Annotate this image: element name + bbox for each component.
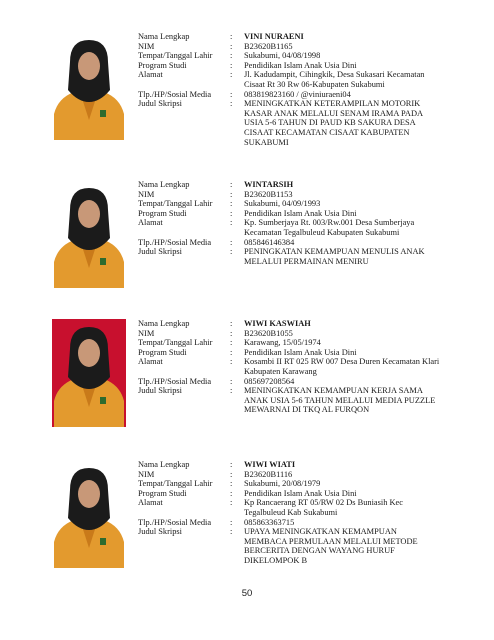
field-value-name: WIWI KASWIAH <box>244 319 311 328</box>
badge <box>100 538 106 545</box>
face <box>78 200 100 228</box>
field-separator: : <box>230 517 233 527</box>
info-row-nim <box>138 470 472 480</box>
field-value-address <box>244 498 472 517</box>
value-line: USIA 5-6 TAHUN DI PAUD KB SAKURA DESA <box>244 118 416 128</box>
student-photo <box>52 32 126 140</box>
student-info <box>138 319 472 415</box>
field-label: Nama Lengkap <box>138 460 190 469</box>
field-value-birth: Sukabumi, 04/08/1998 <box>244 51 321 61</box>
field-separator: : <box>230 237 233 247</box>
value-line: Kecamatan Tegalbuleud Kabupaten Sukabumi <box>244 227 400 237</box>
value-line: Cisaat Rt 30 Rw 06-Kabupaten Sukabumi <box>244 79 385 89</box>
field-label: Judul Skripsi <box>138 386 182 396</box>
info-row-name <box>138 460 472 470</box>
field-separator: : <box>230 208 233 218</box>
field-value-contact: 085863363715 <box>244 517 295 527</box>
value-line: BERCERITA DENGAN WAYANG HURUF <box>244 546 395 556</box>
field-value-nim: B23620B1116 <box>244 469 293 479</box>
portrait-photo <box>52 319 126 427</box>
field-value-thesis <box>244 527 472 565</box>
face <box>78 339 100 367</box>
field-separator: : <box>230 469 233 479</box>
field-label: Tlp./HP/Sosial Media <box>138 89 212 99</box>
info-row-thesis <box>138 99 472 147</box>
value-line: Tegalbuleud Kab Sukabumi <box>244 507 338 517</box>
info-row-thesis <box>138 527 472 565</box>
field-label: NIM <box>138 189 155 199</box>
field-label: Tempat/Tanggal Lahir <box>138 338 213 348</box>
field-separator: : <box>230 189 233 199</box>
field-label: Judul Skripsi <box>138 247 182 257</box>
info-row-thesis <box>138 386 472 415</box>
info-row-birth <box>138 51 472 61</box>
info-row-address <box>138 218 472 237</box>
student-info <box>138 460 472 566</box>
info-row-birth <box>138 338 472 348</box>
value-line: DIKELOMPOK B <box>244 555 308 565</box>
field-separator: : <box>230 32 233 41</box>
info-row-nim <box>138 42 472 52</box>
info-row-contact <box>138 377 472 387</box>
portrait-photo <box>52 32 126 140</box>
info-row-thesis <box>138 247 472 266</box>
value-line: UPAYA MENINGKATKAN KEMAMPUAN <box>244 527 397 537</box>
field-label: Judul Skripsi <box>138 99 182 109</box>
field-separator: : <box>230 247 233 257</box>
field-label: Program Studi <box>138 347 187 357</box>
field-label: Nama Lengkap <box>138 180 190 189</box>
field-separator: : <box>230 347 233 357</box>
student-info <box>138 180 472 266</box>
student-info <box>138 32 472 147</box>
field-label: NIM <box>138 41 155 51</box>
field-value-birth: Karawang, 15/05/1974 <box>244 338 321 348</box>
face <box>78 480 100 508</box>
info-row-birth <box>138 479 472 489</box>
portrait-photo <box>52 460 126 568</box>
field-label: Tempat/Tanggal Lahir <box>138 479 213 489</box>
field-value-birth: Sukabumi, 20/08/1979 <box>244 479 321 489</box>
field-separator: : <box>230 180 233 189</box>
field-label: Alamat <box>138 218 163 228</box>
value-line: MELALUI PERMAINAN MENIRU <box>244 256 369 266</box>
value-line: KASAR ANAK MELALUI SENAM IRAMA PADA <box>244 108 424 118</box>
value-line: MENINGKATKAN KETERAMPILAN MOTORIK <box>244 99 421 109</box>
info-row-program <box>138 209 472 219</box>
field-value-address <box>244 357 472 376</box>
info-row-name <box>138 32 472 42</box>
field-value-program: Pendidikan Islam Anak Usia Dini <box>244 347 357 357</box>
field-value-thesis <box>244 386 472 415</box>
field-label: Program Studi <box>138 60 187 70</box>
info-row-contact <box>138 90 472 100</box>
field-separator: : <box>230 218 233 228</box>
field-value-contact: 085846146384 <box>244 237 295 247</box>
info-row-contact <box>138 518 472 528</box>
value-line: Jl. Kadudampit, Cihingkik, Desa Sukasari Kecamatan <box>244 70 425 80</box>
portrait-photo <box>52 180 126 288</box>
field-separator: : <box>230 376 233 386</box>
info-row-address <box>138 357 472 376</box>
info-row-name <box>138 180 472 190</box>
field-separator: : <box>230 460 233 469</box>
field-separator: : <box>230 527 233 537</box>
field-value-name: WIWI WIATI <box>244 460 296 469</box>
value-line: Kosambi II RT 025 RW 007 Desa Duren Kecamatan Klari <box>244 357 440 367</box>
badge <box>100 110 106 117</box>
field-value-nim: B23620B1165 <box>244 41 293 51</box>
field-separator: : <box>230 488 233 498</box>
info-row-address <box>138 498 472 517</box>
info-row-birth <box>138 199 472 209</box>
value-line: Kp Rancaerang RT 05/RW 02 Ds Buniasih Kec <box>244 498 403 508</box>
field-separator: : <box>230 51 233 61</box>
field-label: Nama Lengkap <box>138 32 190 41</box>
field-label: NIM <box>138 469 155 479</box>
field-value-nim: B23620B1153 <box>244 189 293 199</box>
field-separator: : <box>230 199 233 209</box>
value-line: MEMBACA PERMULAAN MELALUI METODE <box>244 536 418 546</box>
badge <box>100 258 106 265</box>
field-label: Program Studi <box>138 208 187 218</box>
field-label: Alamat <box>138 498 163 508</box>
field-label: Tlp./HP/Sosial Media <box>138 517 212 527</box>
field-separator: : <box>230 328 233 338</box>
field-label: NIM <box>138 328 155 338</box>
field-value-name: VINI NURAENI <box>244 32 304 41</box>
info-row-nim <box>138 190 472 200</box>
info-row-nim <box>138 329 472 339</box>
field-value-name: WINTARSIH <box>244 180 294 189</box>
value-line: MENINGKATKAN KEMAMPUAN KERJA SAMA <box>244 386 423 396</box>
field-label: Alamat <box>138 70 163 80</box>
field-separator: : <box>230 99 233 109</box>
field-value-program: Pendidikan Islam Anak Usia Dini <box>244 60 357 70</box>
value-line: Kabupaten Karawang <box>244 366 317 376</box>
field-separator: : <box>230 319 233 328</box>
page-number: 50 <box>241 588 253 599</box>
value-line: ANAK USIA 5-6 TAHUN MELALUI MEDIA PUZZLE <box>244 395 436 405</box>
student-photo <box>52 180 126 288</box>
field-separator: : <box>230 338 233 348</box>
field-separator: : <box>230 498 233 508</box>
field-value-program: Pendidikan Islam Anak Usia Dini <box>244 208 357 218</box>
field-separator: : <box>230 89 233 99</box>
field-label: Nama Lengkap <box>138 319 190 328</box>
field-value-address <box>244 218 472 237</box>
field-label: Alamat <box>138 357 163 367</box>
info-row-contact <box>138 238 472 248</box>
student-photo <box>52 319 126 427</box>
value-line: SUKABUMI <box>244 137 289 147</box>
value-line: CISAAT KECAMATAN CISAAT KABUPATEN <box>244 127 410 137</box>
field-separator: : <box>230 70 233 80</box>
field-separator: : <box>230 479 233 489</box>
value-line: MEWARNAI DI TKQ AL FURQON <box>244 405 370 415</box>
field-value-contact: 085697208564 <box>244 376 295 386</box>
field-label: Tlp./HP/Sosial Media <box>138 237 212 247</box>
field-separator: : <box>230 357 233 367</box>
info-row-program <box>138 348 472 358</box>
field-value-contact: 083819823160 / @viniuraeni04 <box>244 89 351 99</box>
field-value-thesis <box>244 247 472 266</box>
field-label: Tempat/Tanggal Lahir <box>138 199 213 209</box>
field-value-thesis <box>244 99 472 147</box>
info-row-program <box>138 489 472 499</box>
field-label: Program Studi <box>138 488 187 498</box>
field-label: Judul Skripsi <box>138 527 182 537</box>
badge <box>100 397 106 404</box>
info-row-program <box>138 61 472 71</box>
field-value-program: Pendidikan Islam Anak Usia Dini <box>244 488 357 498</box>
info-row-name <box>138 319 472 329</box>
info-row-address <box>138 70 472 89</box>
student-photo <box>52 460 126 568</box>
face <box>78 52 100 80</box>
field-separator: : <box>230 60 233 70</box>
field-separator: : <box>230 41 233 51</box>
value-line: Kp. Sumberjaya Rt. 003/Rw.001 Desa Sumberjaya <box>244 218 415 228</box>
field-label: Tempat/Tanggal Lahir <box>138 51 213 61</box>
field-value-address <box>244 70 472 89</box>
value-line: PENINGKATAN KEMAMPUAN MENULIS ANAK <box>244 247 425 257</box>
field-value-birth: Sukabumi, 04/09/1993 <box>244 199 321 209</box>
field-value-nim: B23620B1055 <box>244 328 293 338</box>
field-separator: : <box>230 386 233 396</box>
field-label: Tlp./HP/Sosial Media <box>138 376 212 386</box>
